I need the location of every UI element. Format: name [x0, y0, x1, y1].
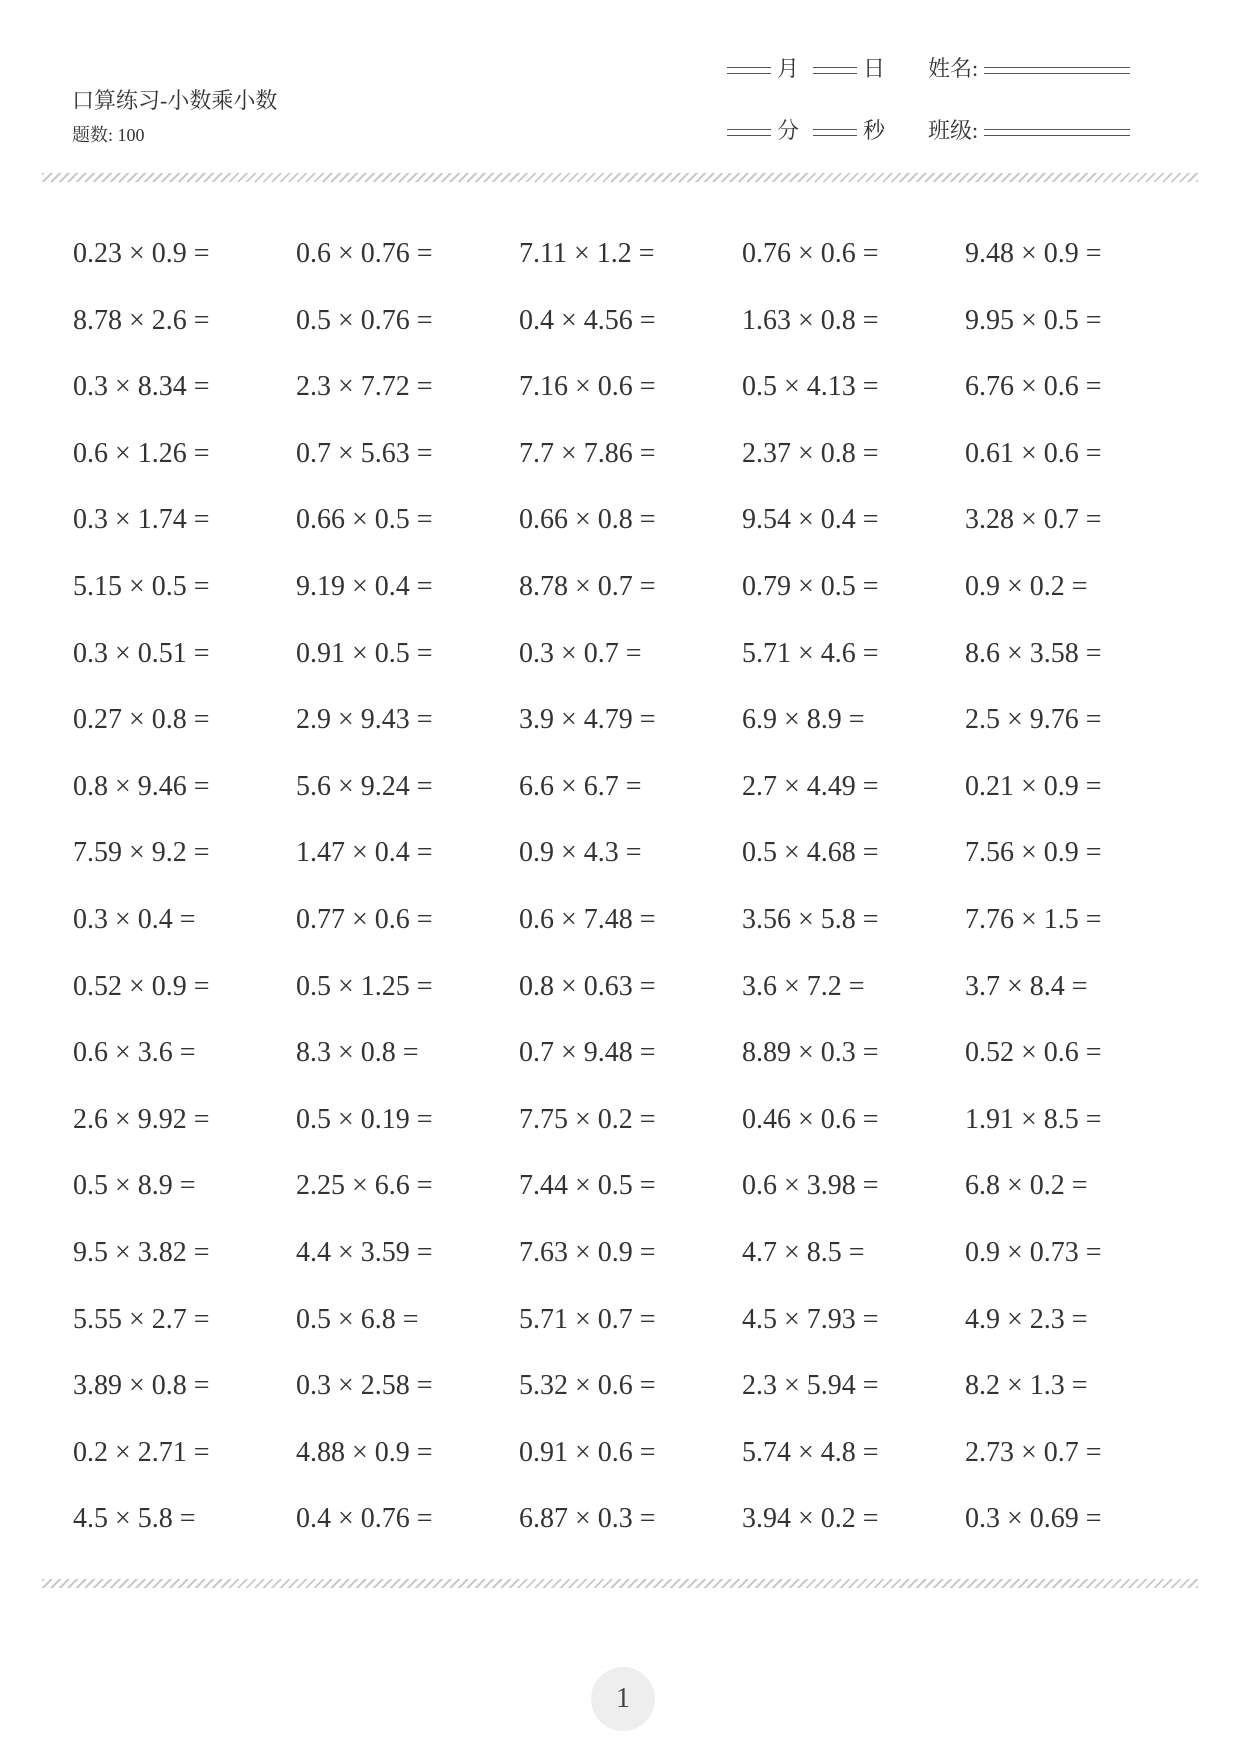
problem-item: 2.3 × 5.94 = — [742, 1370, 879, 1402]
problem-item: 0.7 × 5.63 = — [296, 437, 433, 469]
problem-item: 0.3 × 0.51 = — [73, 637, 210, 669]
problem-item: 3.7 × 8.4 = — [965, 970, 1088, 1002]
problem-item: 2.25 × 6.6 = — [296, 1170, 433, 1202]
problem-item: 0.5 × 4.68 = — [742, 837, 879, 869]
problem-item: 0.6 × 7.48 = — [519, 904, 656, 935]
problem-item: 8.78 × 0.7 = — [519, 571, 656, 602]
problem-item: 0.3 × 0.4 = — [73, 904, 196, 935]
problem-item: 9.5 × 3.82 = — [73, 1237, 210, 1268]
problem-item: 8.2 × 1.3 = — [965, 1370, 1088, 1402]
problem-item: 0.3 × 0.69 = — [965, 1503, 1102, 1535]
problem-item: 4.5 × 5.8 = — [73, 1503, 196, 1535]
problem-item: 6.6 × 6.7 = — [519, 770, 642, 802]
name-label: 姓名: — [928, 56, 979, 81]
month-label: 月 — [777, 56, 800, 81]
problem-item: 0.77 × 0.6 = — [296, 904, 433, 935]
problem-item: 2.37 × 0.8 = — [742, 437, 879, 469]
problem-item: 3.9 × 4.79 = — [519, 704, 656, 736]
problem-item: 0.8 × 0.63 = — [519, 970, 656, 1002]
problem-item: 1.63 × 0.8 = — [742, 304, 879, 336]
problem-item: 2.7 × 4.49 = — [742, 770, 879, 802]
day-label: 日 — [863, 56, 886, 81]
problem-item: 5.6 × 9.24 = — [296, 770, 433, 802]
problem-item: 7.56 × 0.9 = — [965, 837, 1102, 869]
problem-item: 9.95 × 0.5 = — [965, 304, 1102, 336]
problem-item: 4.5 × 7.93 = — [742, 1303, 879, 1335]
problem-item: 3.94 × 0.2 = — [742, 1503, 879, 1535]
problem-item: 3.89 × 0.8 = — [73, 1370, 210, 1402]
problem-item: 0.8 × 9.46 = — [73, 770, 210, 802]
problem-item: 0.5 × 0.76 = — [296, 304, 433, 336]
problem-item: 0.66 × 0.8 = — [519, 504, 656, 536]
problem-item: 0.91 × 0.5 = — [296, 637, 433, 669]
problem-item: 2.5 × 9.76 = — [965, 704, 1102, 736]
problem-item: 7.75 × 0.2 = — [519, 1103, 656, 1135]
problem-item: 0.7 × 9.48 = — [519, 1037, 656, 1069]
class-label: 班级: — [928, 118, 979, 143]
problem-item: 3.6 × 7.2 = — [742, 970, 865, 1002]
problem-item: 4.9 × 2.3 = — [965, 1303, 1088, 1335]
second-label: 秒 — [863, 118, 886, 143]
problem-item: 3.56 × 5.8 = — [742, 904, 879, 935]
bottom-divider — [42, 1579, 1198, 1588]
problem-item: 0.27 × 0.8 = — [73, 704, 210, 736]
problem-item: 0.5 × 0.19 = — [296, 1103, 433, 1135]
problem-item: 1.47 × 0.4 = — [296, 837, 433, 869]
problem-item: 0.6 × 3.6 = — [73, 1037, 196, 1069]
problem-item: 0.6 × 3.98 = — [742, 1170, 879, 1202]
problem-item: 4.88 × 0.9 = — [296, 1436, 433, 1468]
problem-item: 7.59 × 9.2 = — [73, 837, 210, 869]
problem-item: 0.3 × 1.74 = — [73, 504, 210, 536]
problem-item: 7.16 × 0.6 = — [519, 371, 656, 403]
problem-item: 0.3 × 0.7 = — [519, 637, 642, 669]
problem-item: 0.6 × 0.76 = — [296, 238, 433, 269]
problem-item: 2.9 × 9.43 = — [296, 704, 433, 736]
problem-item: 0.5 × 6.8 = — [296, 1303, 419, 1335]
problem-item: 0.9 × 0.73 = — [965, 1237, 1102, 1268]
problem-item: 7.7 × 7.86 = — [519, 437, 656, 469]
problem-item: 8.6 × 3.58 = — [965, 637, 1102, 669]
problem-item: 6.87 × 0.3 = — [519, 1503, 656, 1535]
problem-item: 4.7 × 8.5 = — [742, 1237, 865, 1268]
problem-item: 0.91 × 0.6 = — [519, 1436, 656, 1468]
problem-item: 4.4 × 3.59 = — [296, 1237, 433, 1268]
problem-item: 7.63 × 0.9 = — [519, 1237, 656, 1268]
problem-item: 2.73 × 0.7 = — [965, 1436, 1102, 1468]
problem-item: 7.44 × 0.5 = — [519, 1170, 656, 1202]
problem-item: 0.5 × 4.13 = — [742, 371, 879, 403]
problem-item: 3.28 × 0.7 = — [965, 504, 1102, 536]
problem-count: 题数: 100 — [72, 125, 145, 145]
problem-item: 5.74 × 4.8 = — [742, 1436, 879, 1468]
problem-item: 0.3 × 2.58 = — [296, 1370, 433, 1402]
problem-item: 8.89 × 0.3 = — [742, 1037, 879, 1069]
worksheet-title: 口算练习-小数乘小数 — [72, 88, 278, 113]
problem-item: 5.71 × 4.6 = — [742, 637, 879, 669]
problem-item: 7.11 × 1.2 = — [519, 238, 655, 269]
problem-item: 0.79 × 0.5 = — [742, 571, 879, 602]
minute-label: 分 — [777, 118, 800, 143]
problem-item: 6.9 × 8.9 = — [742, 704, 865, 736]
problem-item: 0.52 × 0.9 = — [73, 970, 210, 1002]
problem-item: 0.9 × 4.3 = — [519, 837, 642, 869]
problem-item: 0.3 × 8.34 = — [73, 371, 210, 403]
problem-item: 5.15 × 0.5 = — [73, 571, 210, 602]
problem-item: 0.6 × 1.26 = — [73, 437, 210, 469]
problem-item: 6.76 × 0.6 = — [965, 371, 1102, 403]
problem-item: 0.66 × 0.5 = — [296, 504, 433, 536]
problem-item: 0.61 × 0.6 = — [965, 437, 1102, 469]
problem-item: 7.76 × 1.5 = — [965, 904, 1102, 935]
problem-item: 5.55 × 2.7 = — [73, 1303, 210, 1335]
problem-item: 1.91 × 8.5 = — [965, 1103, 1102, 1135]
problem-item: 2.6 × 9.92 = — [73, 1103, 210, 1135]
problem-item: 0.46 × 0.6 = — [742, 1103, 879, 1135]
problem-item: 0.9 × 0.2 = — [965, 571, 1088, 602]
problem-item: 8.78 × 2.6 = — [73, 304, 210, 336]
problem-item: 0.5 × 8.9 = — [73, 1170, 196, 1202]
problem-item: 0.5 × 1.25 = — [296, 970, 433, 1002]
problem-item: 0.4 × 4.56 = — [519, 304, 656, 336]
problem-item: 0.23 × 0.9 = — [73, 238, 210, 269]
problem-item: 9.48 × 0.9 = — [965, 238, 1102, 269]
problem-item: 9.19 × 0.4 = — [296, 571, 433, 602]
problem-item: 0.4 × 0.76 = — [296, 1503, 433, 1535]
problem-item: 5.71 × 0.7 = — [519, 1303, 656, 1335]
problem-item: 0.52 × 0.6 = — [965, 1037, 1102, 1069]
problem-item: 8.3 × 0.8 = — [296, 1037, 419, 1069]
problem-item: 0.2 × 2.71 = — [73, 1436, 210, 1468]
page-number: 1 — [591, 1667, 655, 1731]
problem-item: 6.8 × 0.2 = — [965, 1170, 1088, 1202]
problem-item: 9.54 × 0.4 = — [742, 504, 879, 536]
problem-item: 0.21 × 0.9 = — [965, 770, 1102, 802]
problem-item: 0.76 × 0.6 = — [742, 238, 879, 269]
problem-item: 5.32 × 0.6 = — [519, 1370, 656, 1402]
problem-item: 2.3 × 7.72 = — [296, 371, 433, 403]
